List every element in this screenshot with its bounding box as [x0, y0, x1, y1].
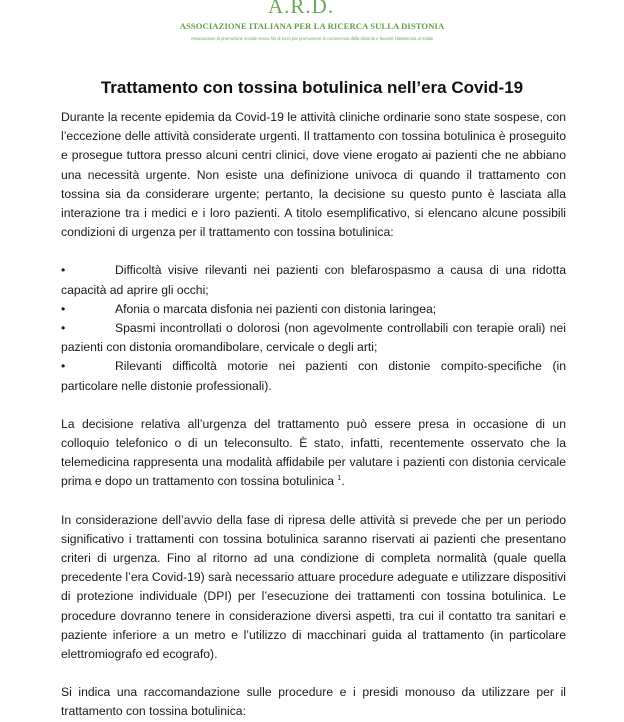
recommendation-paragraph: Si indica una raccomandazione sulle procedure e i presidi monouso da utilizzare per il trattamento con tossina botulinica: — [61, 685, 566, 719]
spacer — [61, 242, 566, 261]
list-item — [61, 357, 566, 395]
list-item — [61, 300, 566, 319]
organization-name: ASSOCIAZIONE ITALIANA PER LA RICERCA SULLA DISTONIA — [179, 21, 445, 31]
spacer — [61, 664, 566, 683]
intro-paragraph: Durante la recente epidemia da Covid-19 le attività cliniche ordinarie sono state sospese, con l’eccezione delle attività considerate urgenti. Il trattamento con tossina botulinica è proseguito e prosegue tuttora presso alcuni centri clinici, dove viene erogato ai pazienti che ne abbiano una necessità urgente. Non esiste una definizione univoca di quando il trattamento con tossina sia da considerare urgente; pertanto, la decisione su questo punto è lasciata alla interazione tra i medici e i loro pazienti. A titolo esemplificativo, si elencano alcune possibili condizioni di urgenza per il trattamento con tossina botulinica: — [61, 110, 566, 240]
bullet-icon: • — [61, 321, 66, 336]
bullet-icon: • — [61, 263, 66, 278]
list-item-text: Rilevanti difficoltà motorie nei pazienti con distonie compito-specifiche (in particolare nelle distonie professionali). — [61, 359, 566, 393]
spacer — [61, 492, 566, 511]
sentence-end: . — [341, 474, 345, 489]
list-item — [61, 261, 566, 299]
ard-logo: A.R.D. — [268, 0, 335, 18]
restart-phase-paragraph: In considerazione dell’avvio della fase di ripresa delle attività si prevede che per un periodo significativo i trattamenti con tossina botulinica saranno riservati ai pazienti che presentano criteri di urgenza. Fino al ritorno ad una condizione di completa normalità (quale quella precedente l’era Covid-19) sarà necessario attuare procedure adeguate e utilizzare dispositivi di protezione individuale (DPI) per l’esecuzione dei trattamenti con tossina botulinica. Le procedure dovranno tenere in considerazione diversi aspetti, tra cui il contatto tra sanitari e paziente inferiore a un metro e l’utilizzo di macchinari guida al trattamento (in particolare elettromiografo ed ecografo). — [61, 512, 566, 662]
footnote-reference: 1 — [337, 475, 342, 483]
letterhead — [0, 0, 624, 60]
list-item — [61, 319, 566, 357]
list-item-text: Difficoltà visive rilevanti nei pazienti con blefarospasmo a causa di una ridotta capacità ad aprire gli occhi; — [61, 263, 566, 297]
document-title: Trattamento con tossina botulinica nell’era Covid-19 — [100, 78, 524, 97]
document-body — [61, 108, 566, 722]
list-item-text: Afonia o marcata disfonia nei pazienti con distonia laringea; — [115, 301, 437, 316]
bullet-icon: • — [61, 359, 66, 374]
telemedicine-paragraph — [61, 415, 566, 492]
organization-tagline: Associazione di promozione sociale senza fini di lucro per promuovere la conoscenza della distonia e favorire l’assistenza ai malati — [190, 36, 434, 41]
list-item-text: Spasmi incontrollati o dolorosi (non agevolmente controllabili con terapie orali) nei pazienti con distonia oromandibolare, cervicale o degli arti; — [61, 321, 566, 355]
spacer — [61, 396, 566, 415]
telemedicine-text: La decisione relativa all’urgenza del trattamento può essere presa in occasione di un colloquio telefonico o di un teleconsulto. È stato, infatti, recentemente osservato che la telemedicina rappresenta una modalità affidabile per valutare i pazienti con distonia cervicale prima e dopo un trattamento con tossina botulinica — [61, 416, 566, 489]
bullet-icon: • — [61, 301, 66, 316]
